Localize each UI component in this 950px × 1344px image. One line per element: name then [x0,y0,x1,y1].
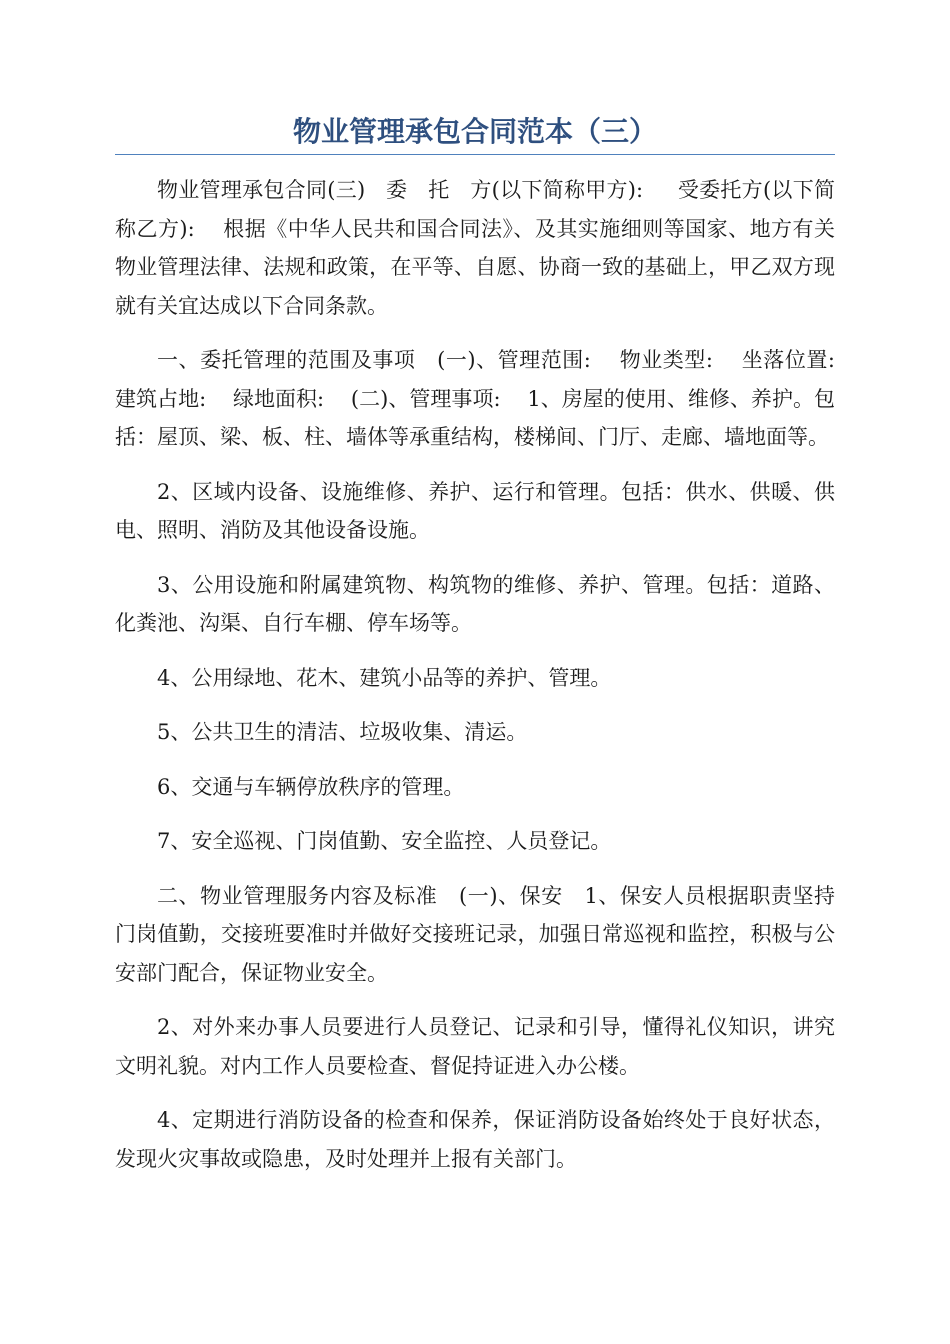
paragraph-section-1: 一、委托管理的范围及事项 (一)、管理范围: 物业类型: 坐落位置: 建筑占地: 绿地面积: (二)、管理事项: 1、房屋的使用、维修、养护。包括：屋顶、梁、板、柱、墙体等承重结构，楼梯间、门厅、走廊、墙地面等。 [115,348,862,449]
paragraph-security-2: 2、对外来办事人员要进行人员登记、记录和引导，懂得礼仪知识，讲究文明礼貌。对内工作人员要检查、督促持证进入办公楼。 [115,1015,835,1078]
paragraph-item-4: 4、公用绿地、花木、建筑小品等的养护、管理。 [157,665,612,690]
paragraph-item-2: 2、区域内设备、设施维修、养护、运行和管理。包括：供水、供暖、供电、照明、消防及其他设备设施。 [115,479,835,542]
paragraph-item-7: 7、安全巡视、门岗值勤、安全监控、人员登记。 [157,829,612,853]
document-title: 物业管理承包合同范本（三） [292,115,657,148]
paragraph-section-2: 二、物业管理服务内容及标准 (一)、保安 1、保安人员根据职责坚持门岗值勤，交接班要准时并做好交接班记录，加强日常巡视和监控，积极与公安部门配合，保证物业安全。 [115,883,835,985]
paragraph-security-4: 4、定期进行消防设备的检查和保养，保证消防设备始终处于良好状态，发现火灾事故或隐患，及时处理并上报有关部门。 [115,1108,835,1171]
title-underline [115,154,835,155]
paragraph-item-5: 5、公共卫生的清洁、垃圾收集、清运。 [157,720,528,744]
paragraph-item-6: 6、交通与车辆停放秩序的管理。 [157,774,465,799]
document-page [115,112,862,1194]
paragraph-item-3: 3、公用设施和附属建筑物、构筑物的维修、养护、管理。包括：道路、化粪池、沟渠、自行车棚、停车场等。 [115,572,835,635]
paragraph-intro: 物业管理承包合同(三) 委 托 方(以下简称甲方): 受委托方(以下简称乙方): 根据《中华人民共和国合同法》、及其实施细则等国家、地方有关物业管理法律、法规和政策，在平等、自愿、协商一致的基础上，甲乙双方现就有关宜达成以下合同条款。 [115,178,835,318]
